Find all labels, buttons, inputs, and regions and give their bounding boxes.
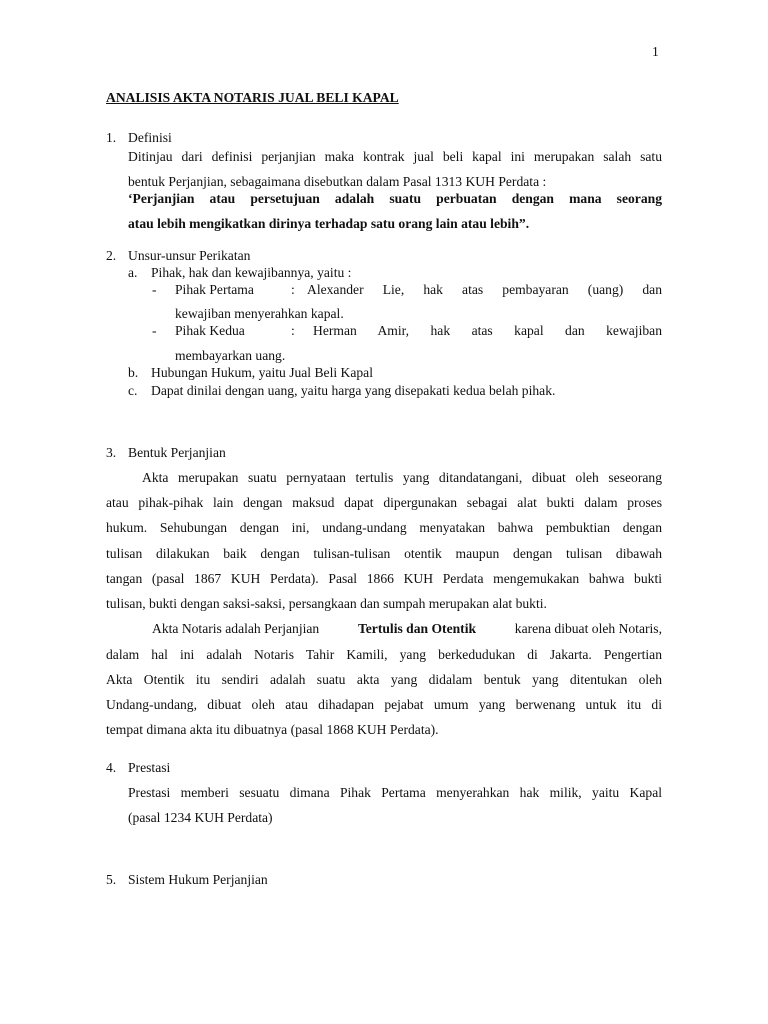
paragraph-line [152, 621, 662, 637]
paragraph-line: Undang-undang, dibuat oleh atau dihadapan pejabat umum yang berwenang untuk itu di [106, 697, 662, 712]
paragraph-line: tulisan dilakukan baik dengan tulisan-tulisan otentik maupun dengan tulisan dibawah [106, 546, 662, 561]
page-number: 1 [652, 44, 659, 59]
text-run: Akta Notaris adalah Perjanjian [152, 621, 323, 636]
emphasis-text: Tertulis dan Otentik [357, 621, 477, 636]
body-line: bentuk Perjanjian, sebagaimana disebutkan dalam Pasal 1313 KUH Perdata : [128, 174, 547, 189]
list-item-text: Hubungan Hukum, yaitu Jual Beli Kapal [151, 365, 373, 380]
body-line: (pasal 1234 KUH Perdata) [128, 810, 273, 825]
party-label: Pihak Pertama [175, 282, 254, 297]
section-heading: Prestasi [128, 760, 171, 775]
section-heading: Definisi [128, 130, 172, 145]
party-label: Pihak Kedua [175, 323, 245, 338]
party-detail: Herman Amir, hak atas kapal dan kewajiban [313, 323, 662, 338]
body-line: Ditinjau dari definisi perjanjian maka kontrak jual beli kapal ini merupakan salah satu [128, 149, 662, 164]
paragraph-line: hukum. Sehubungan dengan ini, undang-undang menyatakan bahwa pembuktian dengan [106, 520, 662, 535]
paragraph-line: dalam hal ini adalah Notaris Tahir Kamili, yang berkedudukan di Jakarta. Pengertian [106, 647, 662, 662]
list-letter: c. [128, 383, 138, 398]
party-detail-cont: membayarkan uang. [175, 348, 286, 363]
section-heading: Bentuk Perjanjian [128, 445, 226, 460]
section-heading: Sistem Hukum Perjanjian [128, 872, 268, 887]
section-number: 2. [106, 248, 117, 263]
paragraph-line: Akta Otentik itu sendiri adalah suatu akta yang didalam bentuk yang ditentukan oleh [106, 672, 662, 687]
dash-bullet: - [152, 282, 157, 297]
paragraph-line: tulisan, bukti dengan saksi-saksi, persangkaan dan sumpah merupakan alat bukti. [106, 596, 547, 611]
text-run: karena dibuat oleh Notaris, [511, 621, 662, 636]
section-number: 3. [106, 445, 117, 460]
body-line: Prestasi memberi sesuatu dimana Pihak Pertama menyerahkan hak milik, yaitu Kapal [128, 785, 662, 800]
section-number: 1. [106, 130, 117, 145]
quote-line: atau lebih mengikatkan dirinya terhadap satu orang lain atau lebih”. [128, 216, 530, 231]
list-item-text: Dapat dinilai dengan uang, yaitu harga yang disepakati kedua belah pihak. [151, 383, 556, 398]
section-number: 4. [106, 760, 117, 775]
list-item-text: Pihak, hak dan kewajibannya, yaitu : [151, 265, 352, 280]
dash-bullet: - [152, 323, 157, 338]
party-detail-cont: kewajiban menyerahkan kapal. [175, 306, 344, 321]
party-colon: : [291, 323, 295, 338]
paragraph-line: tangan (pasal 1867 KUH Perdata). Pasal 1866 KUH Perdata mengemukakan bahwa bukti [106, 571, 662, 586]
section-number: 5. [106, 872, 117, 887]
quote-line: ‘Perjanjian atau persetujuan adalah suatu perbuatan dengan mana seorang [128, 191, 662, 206]
list-letter: b. [128, 365, 139, 380]
paragraph-line: Akta merupakan suatu pernyataan tertulis yang ditandatangani, dibuat oleh seseorang [142, 470, 662, 485]
party-colon: : [291, 282, 295, 297]
document-title: ANALISIS AKTA NOTARIS JUAL BELI KAPAL [106, 90, 399, 105]
section-heading: Unsur-unsur Perikatan [128, 248, 251, 263]
party-detail: Alexander Lie, hak atas pembayaran (uang) dan [307, 282, 662, 297]
list-letter: a. [128, 265, 138, 280]
paragraph-line: tempat dimana akta itu dibuatnya (pasal 1868 KUH Perdata). [106, 722, 439, 737]
paragraph-line: atau pihak-pihak lain dengan maksud dapat dipergunakan sebagai alat bukti dalam proses [106, 495, 662, 510]
